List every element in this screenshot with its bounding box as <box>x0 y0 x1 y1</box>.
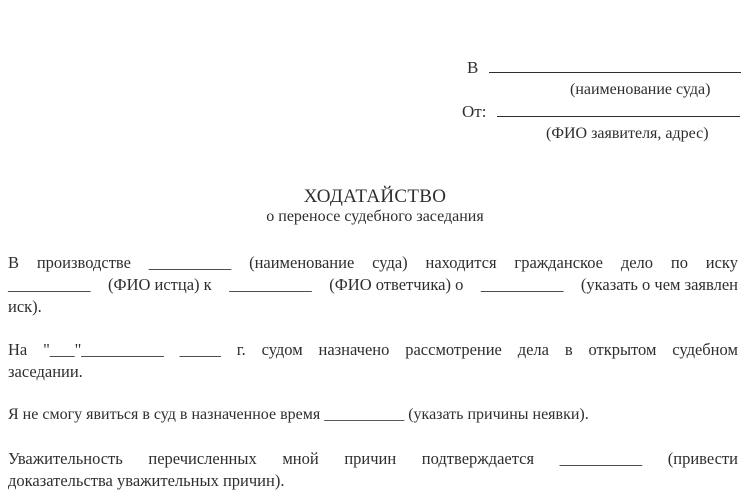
document-title: ХОДАТАЙСТВО <box>303 186 447 207</box>
paragraph-line: Уважительность перечисленных мной причин подтверждается __________ (привести <box>8 449 738 468</box>
paragraph-case-info <box>8 252 738 318</box>
paragraph-hearing-date <box>8 339 738 383</box>
from-label: От: <box>462 102 487 121</box>
paragraph-evidence <box>8 448 738 492</box>
to-label: В <box>467 58 479 77</box>
year-blank[interactable]: _____ <box>179 340 221 359</box>
paragraph-line: Я не смогу явиться в суд в назначенное время __________ (указать причины неявки). <box>8 406 589 423</box>
evidence-blank[interactable]: __________ <box>559 449 643 468</box>
court-name-blank[interactable]: __________ <box>148 253 232 272</box>
court-field <box>467 58 741 78</box>
paragraph-line: иск). <box>8 297 42 316</box>
court-blank[interactable] <box>489 58 741 73</box>
document-subtitle: о переносе судебного заседания <box>266 208 484 225</box>
paragraph-line: доказательства уважительных причин). <box>8 471 285 490</box>
court-caption: (наименование суда) <box>570 81 711 98</box>
date-blank[interactable]: "___"__________ <box>43 340 164 359</box>
plaintiff-blank[interactable]: __________ <box>8 275 91 294</box>
paragraph-line: В производстве __________ (наименование суда) находится гражданское дело по иску <box>8 253 738 272</box>
applicant-field <box>462 102 740 122</box>
paragraph-line: заседании. <box>8 362 83 381</box>
claim-blank[interactable]: __________ <box>480 275 564 294</box>
paragraph-absence-reason <box>8 404 738 426</box>
paragraph-line: На "___"__________ _____ г. судом назначено рассмотрение дела в открытом судебном <box>8 340 738 359</box>
paragraph-line: __________ (ФИО истца) к __________ (ФИО ответчика) о __________ (указать о чем заявлен <box>8 275 738 294</box>
defendant-blank[interactable]: __________ <box>229 275 312 294</box>
applicant-blank[interactable] <box>497 102 740 117</box>
applicant-caption: (ФИО заявителя, адрес) <box>546 125 709 142</box>
